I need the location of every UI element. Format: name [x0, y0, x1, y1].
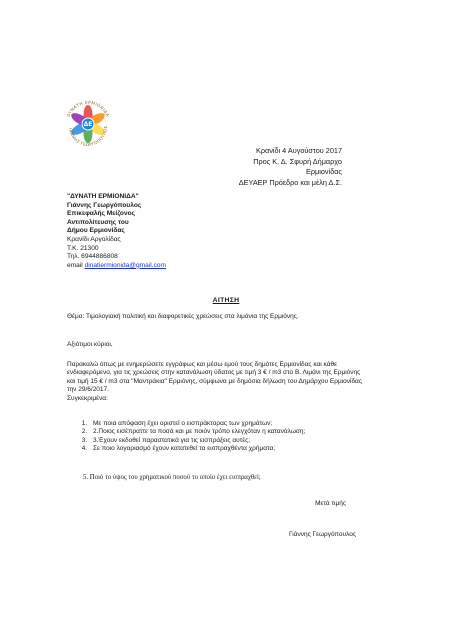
greeting: Αξιότιμοι κύριοι, [67, 341, 113, 348]
signature: Γιάννης Γεωργόπουλος [288, 531, 356, 538]
sender-postcode: Τ.Κ. 21300 [67, 244, 99, 252]
svg-text:ΔΕ: ΔΕ [83, 121, 93, 128]
question-5: 5. Ποιό το ύψος του χρηματικού ποσού το οποίο έχει εισπραχθεί; [83, 474, 261, 481]
body-paragraph [67, 361, 367, 403]
sender-role-3: Δήμου Ερμιονίδας [67, 227, 125, 235]
recipient-municipality: Ερμιονίδας [306, 167, 342, 177]
sender-role-2: Αντιπολίτευσης του [67, 218, 129, 226]
sender-city: Κρανίδι Αργολίδας [67, 235, 121, 243]
party-logo [60, 96, 116, 152]
recipient-board: ΔΕΥΑΕΡ Πρόεδρο και μέλη Δ.Σ. [238, 177, 342, 187]
sender-name: Γιάννης Γεωργόπουλος [67, 201, 142, 209]
sender-email-label: email [67, 261, 85, 269]
sender-phone: Τηλ. 6944886808 [67, 253, 118, 261]
recipient-block [239, 146, 342, 188]
date-line: Κρανίδι 4 Αυγούστου 2017 [255, 146, 342, 155]
sender-party: "ΔΥΝΑΤΗ ΕΡΜΙΟΝΙΔΑ" [67, 193, 139, 200]
list-item: 4. Σε ποιο λογαριασμό έχουν κατατεθεί τα εισπραχθέντα χρήματα; [89, 445, 389, 453]
logo-top-text: ΔΥΝΑΤΗ ΕΡΜΙΟΝΙΔΑ [65, 99, 111, 118]
document-title: ΑΙΤΗΣΗ [212, 297, 240, 304]
sender-block [67, 193, 166, 270]
list-item: 1. Με ποια απόφαση έχει οριστεί ο εισπράκτορας των χρημάτων; [89, 420, 389, 428]
sender-role-1: Επικεφαλής Μείζονος [67, 210, 136, 218]
questions-list [67, 420, 389, 454]
body-text: Παρακαλώ όπως με ενημερώσετε εγγράφως και μέσω εμού τους δημότες Ερμιονίδας και κάθε ενδιαφερόμενο, για τις χρεώσεις στην κατανάλωση ύδατος με τιμή 3 € / m3 στο Β. Λιμάνι της Ερμιόνης και τιμή 15 € / m3 στα "Μαντράκια" Ερμιόνης, σύμφωνα με δημόσια δήλωση του Δημάρχου Ερμιονίδας την 29/6/2017. [67, 361, 362, 394]
party-logo-icon [60, 96, 116, 152]
sender-email-link[interactable]: dinatiermionida@gmail.com [84, 261, 167, 269]
list-item: 3. 3.Έχουν εκδοθεί παραστατικά για τις εισπράξεις αυτές; [89, 437, 389, 445]
list-item: 2. 2.Ποιος εισέπραττε τα ποσά και με ποιόν τρόπο ελεγχόταν η κατανάλωση; [89, 428, 389, 436]
recipient-line: Προς Κ. Δ. Σφυρή Δήμαρχο [253, 156, 342, 166]
closing: Μετά τιμής [315, 500, 346, 507]
subject-paragraph: Θέμα: Τιμολογιακή πολιτική και διαφορετικές χρεώσεις στα λιμάνια της Ερμιόνης. [67, 313, 299, 320]
specifically-label: Συγκεκριμένα: [67, 394, 108, 402]
logo-bottom-text: ΙΑΝΝΗΣ ΓΕΩΡΓΟΠΟΥΛΟΣ [68, 125, 109, 148]
sender-email-line [67, 262, 166, 271]
